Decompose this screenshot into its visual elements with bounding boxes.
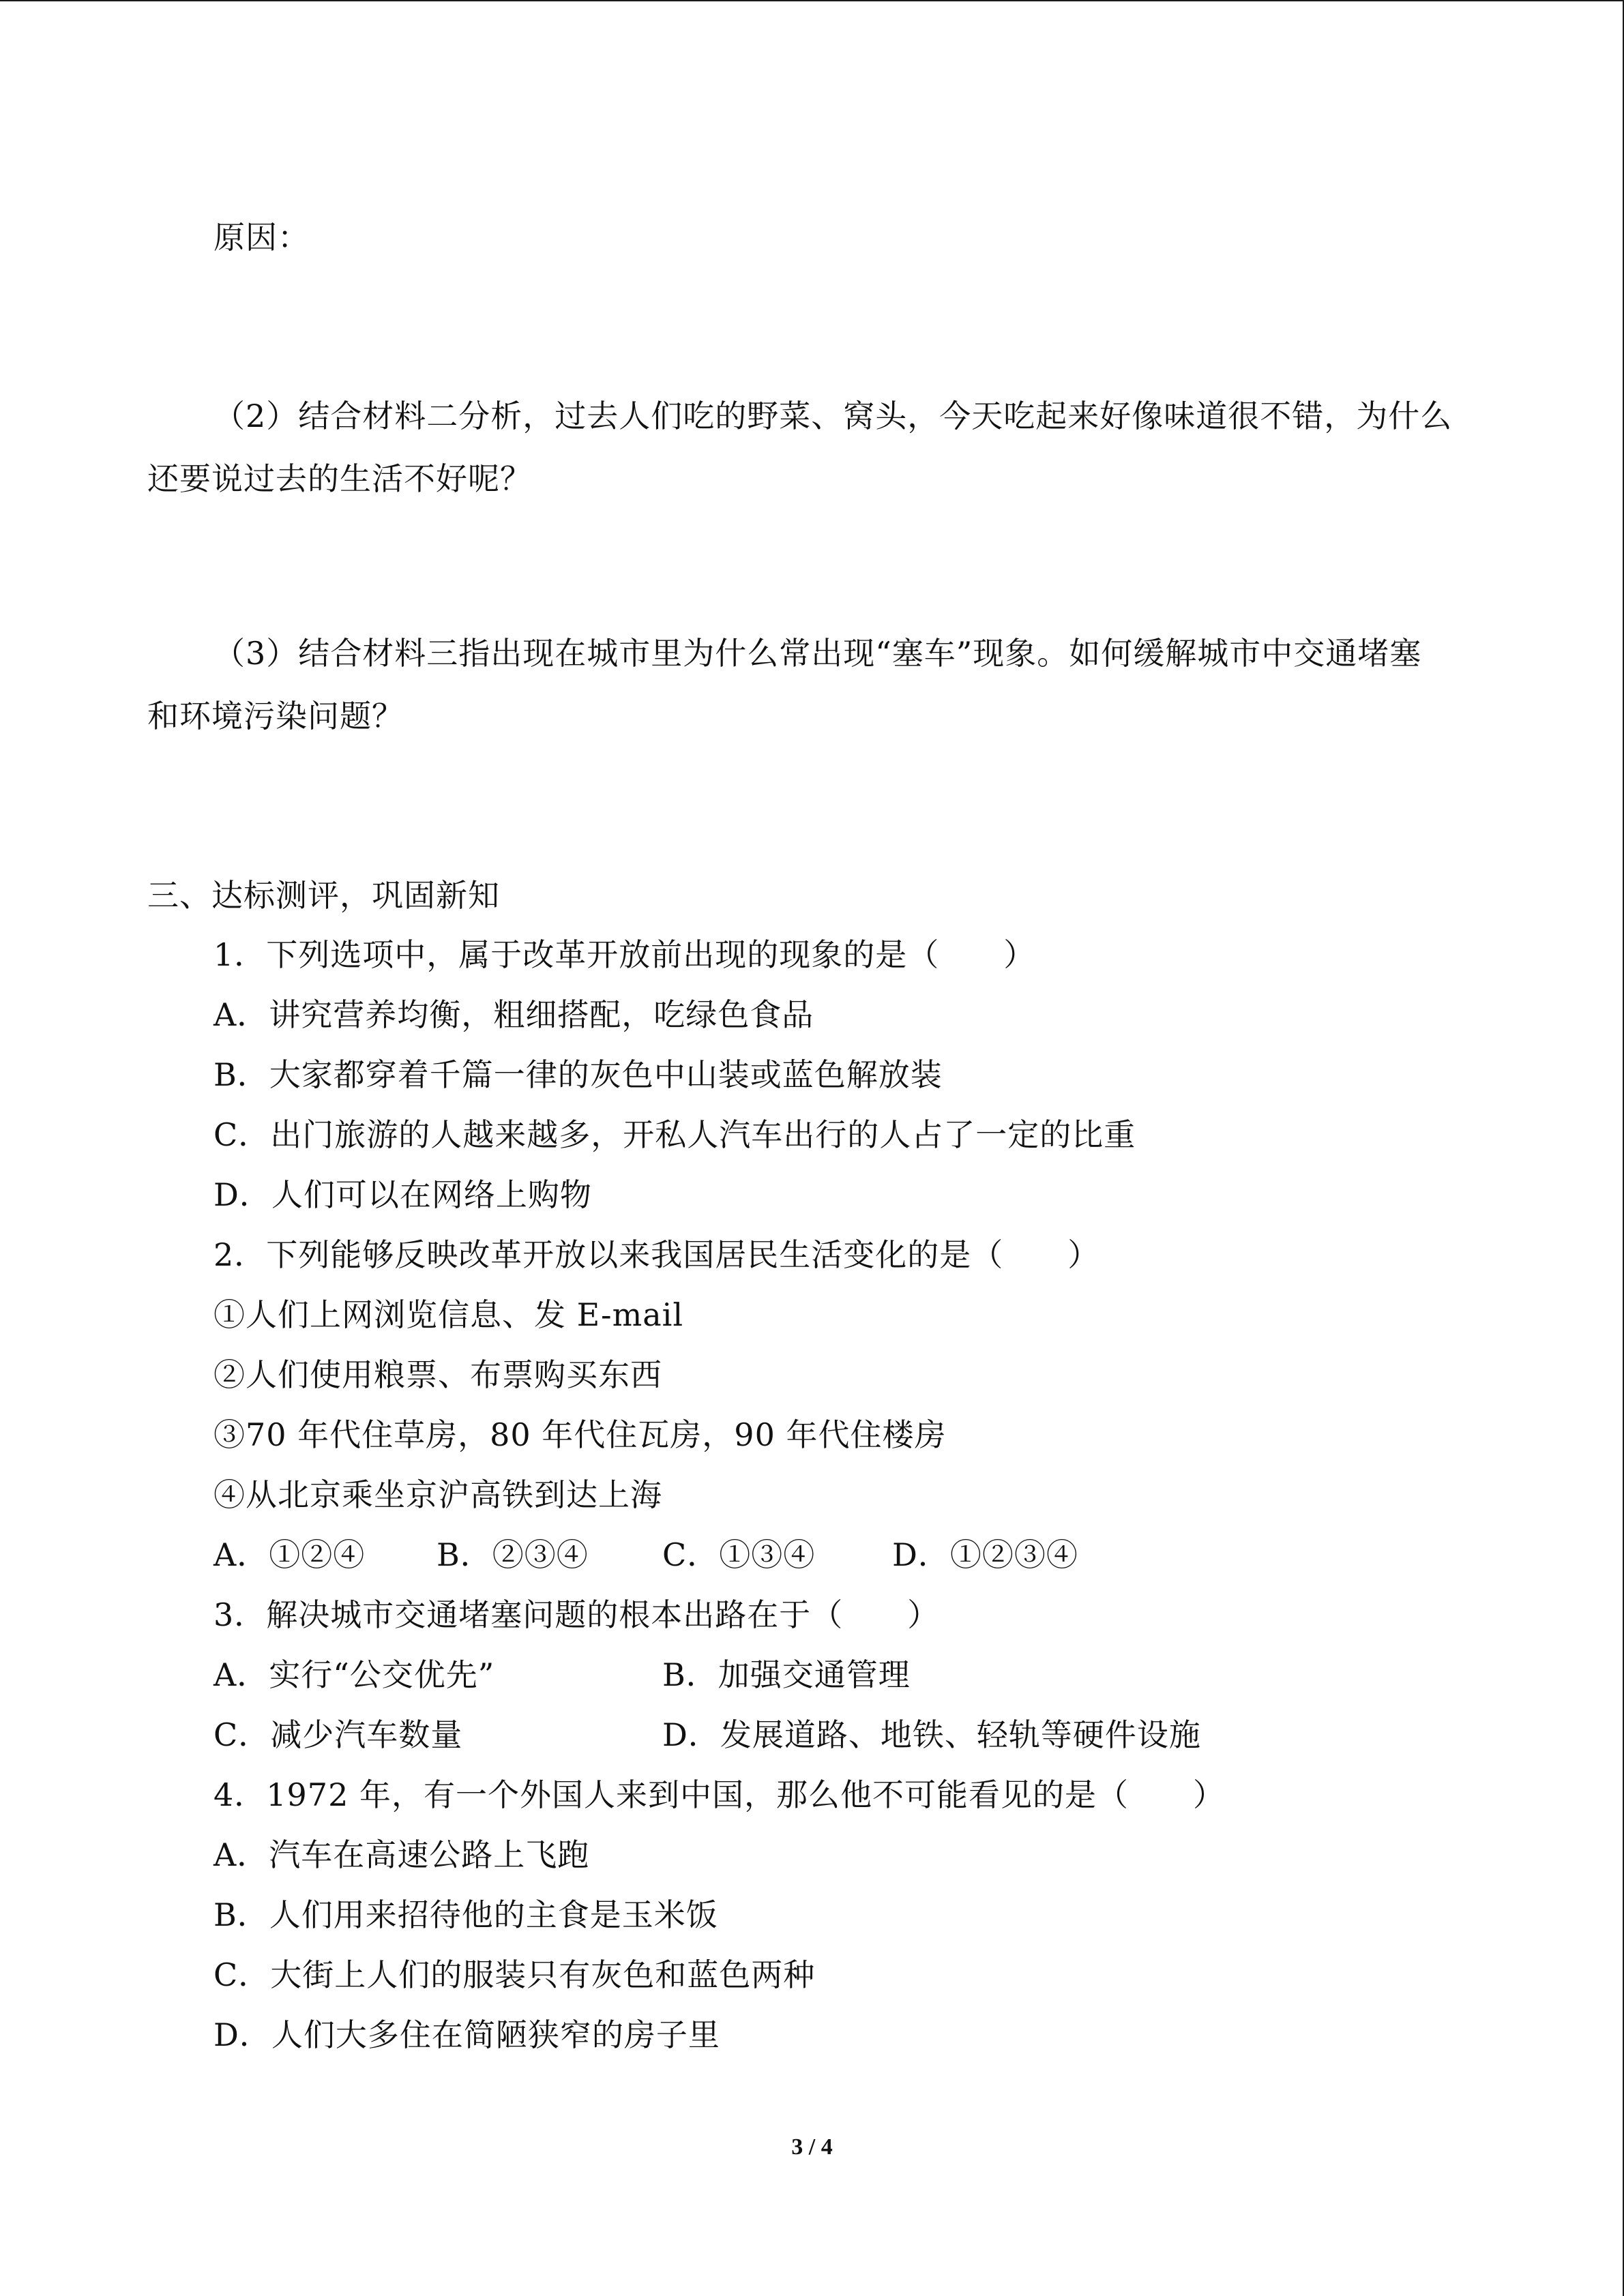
mc1-stem: 1．下列选项中，属于改革开放前出现的现象的是（ ） (213, 936, 1036, 973)
question-2-line-2: 还要说过去的生活不好呢？ (147, 460, 532, 497)
mc1-option-a: A．讲究营养均衡，粗细搭配，吃绿色食品 (213, 996, 814, 1033)
mc2-item-2: ②人们使用粮票、布票购买东西 (213, 1356, 662, 1393)
mc3-option-c: C．减少汽车数量 (213, 1716, 463, 1753)
mc2-option-c: C．①③④ (662, 1536, 816, 1573)
mc4-stem: 4．1972 年，有一个外国人来到中国，那么他不可能看见的是（ ） (213, 1776, 1225, 1813)
mc2-option-a: A．①②④ (213, 1536, 366, 1573)
mc4-option-c: C．大街上人们的服装只有灰色和蓝色两种 (213, 1956, 816, 1993)
mc3-option-d: D．发展道路、地铁、轻轨等硬件设施 (662, 1716, 1201, 1753)
mc2-item-1: ①人们上网浏览信息、发 E-mail (213, 1296, 684, 1333)
mc2-item-4: ④从北京乘坐京沪高铁到达上海 (213, 1476, 662, 1513)
mc4-option-b: B．人们用来招待他的主食是玉米饭 (213, 1896, 718, 1933)
question-3-line-2: 和环境污染问题？ (147, 698, 404, 734)
mc1-option-b: B．大家都穿着千篇一律的灰色中山装或蓝色解放装 (213, 1056, 943, 1093)
mc2-option-d: D．①②③④ (892, 1536, 1078, 1573)
mc3-option-a: A．实行“公交优先” (213, 1656, 495, 1693)
reason-label: 原因： (213, 219, 310, 256)
question-3-line-1: （3）结合材料三指出现在城市里为什么常出现“塞车”现象。如何缓解城市中交通堵塞 (213, 635, 1422, 672)
mc2-option-b: B．②③④ (437, 1536, 589, 1573)
mc4-option-a: A．汽车在高速公路上飞跑 (213, 1836, 590, 1873)
mc4-option-d: D．人们大多住在简陋狭窄的房子里 (213, 2016, 720, 2053)
mc1-option-d: D．人们可以在网络上购物 (213, 1176, 592, 1213)
mc3-option-b: B．加强交通管理 (662, 1656, 911, 1693)
mc1-option-c: C．出门旅游的人越来越多，开私人汽车出行的人占了一定的比重 (213, 1116, 1136, 1153)
section-title: 三、达标测评，巩固新知 (147, 877, 500, 914)
mc2-item-3: ③70 年代住草房，80 年代住瓦房，90 年代住楼房 (213, 1416, 947, 1453)
mc3-stem: 3．解决城市交通堵塞问题的根本出路在于（ ） (213, 1596, 940, 1633)
page-number: 3 / 4 (791, 2134, 833, 2160)
mc2-stem: 2．下列能够反映改革开放以来我国居民生活变化的是（ ） (213, 1236, 1100, 1273)
question-2-line-1: （2）结合材料二分析，过去人们吃的野菜、窝头，今天吃起来好像味道很不错，为什么 (213, 398, 1453, 434)
